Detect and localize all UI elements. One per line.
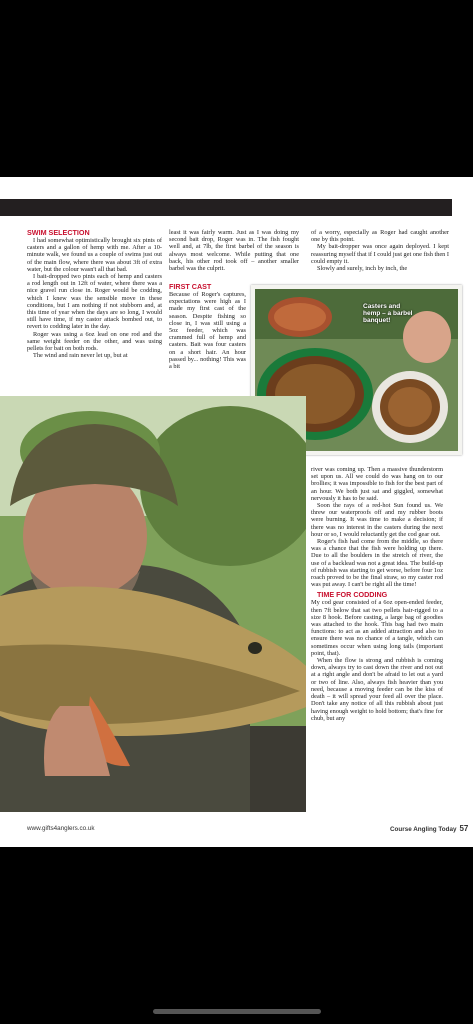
- paragraph: The wind and rain never let up, but at: [33, 352, 128, 360]
- footer-website: www.gifts4anglers.co.uk: [27, 825, 95, 832]
- paragraph: Because of Roger's captures, expectations were high as I made my first cast of the season. Despite fishing so close in, I was still using a 5oz feeder, which was crammed full of hemp and casters. Bait was four casters on a short hair. An hour passed by... nothing! This was a bit: [169, 291, 246, 371]
- column-2-lower: [169, 283, 246, 370]
- paragraph: Roger's fish had come from the middle, so there was a chance that the fish were holding up there. Due to all the boulders in the stretch of river, the use of a backlead was not a great idea. The build-up of rubbish was starting to get worse, before four 1oz roach proved to be the final straw, so my caster rod was put away. I can't be right all the time!: [311, 538, 443, 589]
- paragraph: When the flow is strong and rubbish is coming down, always try to cast down the river and not out at a right angle and don't be afraid to let out a yard or two of line. Also, always fish heavier than you need, because a moving feeder can be the kiss of death – it will spread your feed all over the place. Don't take any notice of all this rubbish about just having enough weight to hold bottom; that's fine for chub, but any: [311, 657, 443, 722]
- magazine-name: Course Angling Today: [390, 826, 457, 833]
- angler-with-barbel-photo: [0, 396, 306, 812]
- heading-swim-selection: SWIM SELECTION: [27, 228, 90, 237]
- column-1: [27, 229, 162, 359]
- paragraph: Slowly and surely, inch by inch, the: [317, 265, 408, 273]
- heading-time-for-codding: TIME FOR CODDING: [317, 590, 388, 600]
- page-header-gap: [452, 199, 473, 216]
- page-number: 57: [459, 824, 469, 833]
- paragraph: of a worry, especially as Roger had caught another one by this point.: [311, 229, 449, 244]
- magazine-page: [0, 177, 473, 847]
- column-4: [311, 466, 443, 722]
- footer-magazine: [390, 824, 468, 833]
- home-indicator[interactable]: [153, 1009, 321, 1014]
- paragraph: My bait-dropper was once again deployed. I kept reassuring myself that if I could just get one fish then I could empty it.: [311, 243, 449, 265]
- paragraph: Soon the rays of a red-hot Sun found us. We threw our waterproofs off and my rubber boots were burning. It was time to make a decision; if there was no interest in the casters during the next hour or so, I would reluctantly get the cod gear out.: [311, 502, 443, 538]
- paragraph: Roger was using a 6oz lead on one rod and the same weight feeder on the other, and was using pellets for bait on both rods.: [27, 330, 162, 353]
- photo-caption: Casters and hemp – a barbel banquet!: [363, 303, 413, 324]
- paragraph: least it was fairly warm. Just as I was doing my second bait drop, Roger was in. The fish fought well and, at 7lb, the first barbel of the season is always most welcome. While putting that one back, his other rod took off – another smaller barbel was the culprit.: [169, 229, 299, 273]
- heading-first-cast: FIRST CAST: [169, 282, 212, 291]
- column-2: [169, 229, 299, 272]
- paragraph: I had somewhat optimistically brought six pints of casters and a gallon of hemp with me. After a 10-minute walk, we found us a couple of swims just out of the main flow, where there was about 3ft of extra water, but the colour wasn't all that bad.: [27, 237, 162, 273]
- paragraph: My cod gear consisted of a 6oz open-ended feeder, then 7ft below that sat two pellets hair-rigged to a size 8 hook. Before casting, a large bag of goodies was attached to the hook. This bag had two main functions: to act as an added attraction and also to ensure there was no chance of a tangle, which can sometimes occur when using long tails (important point, that).: [311, 599, 443, 657]
- column-3: [311, 229, 449, 272]
- paragraph: river was coming up. Then a massive thunderstorm set upon us. All we could do was hang on to our brollies; it was impossible to fish for the best part of an hour. We both just sat and giggled, somewhat nervously it has to be said.: [311, 466, 443, 502]
- angler-barbel-image: [0, 396, 306, 812]
- page-header-bar: [0, 199, 452, 216]
- paragraph: I bait-dropped two pints each of hemp and casters a rod length out in 12ft of water, where there was a nice gravel run close in. Roger would be codding, which I knew was the sensible move in these conditions, but I am nothing if not stubborn and, at this time of year when the days are so long, I would still have time, if my castor attack bombed out, to revert to codding later in the day.: [27, 273, 162, 331]
